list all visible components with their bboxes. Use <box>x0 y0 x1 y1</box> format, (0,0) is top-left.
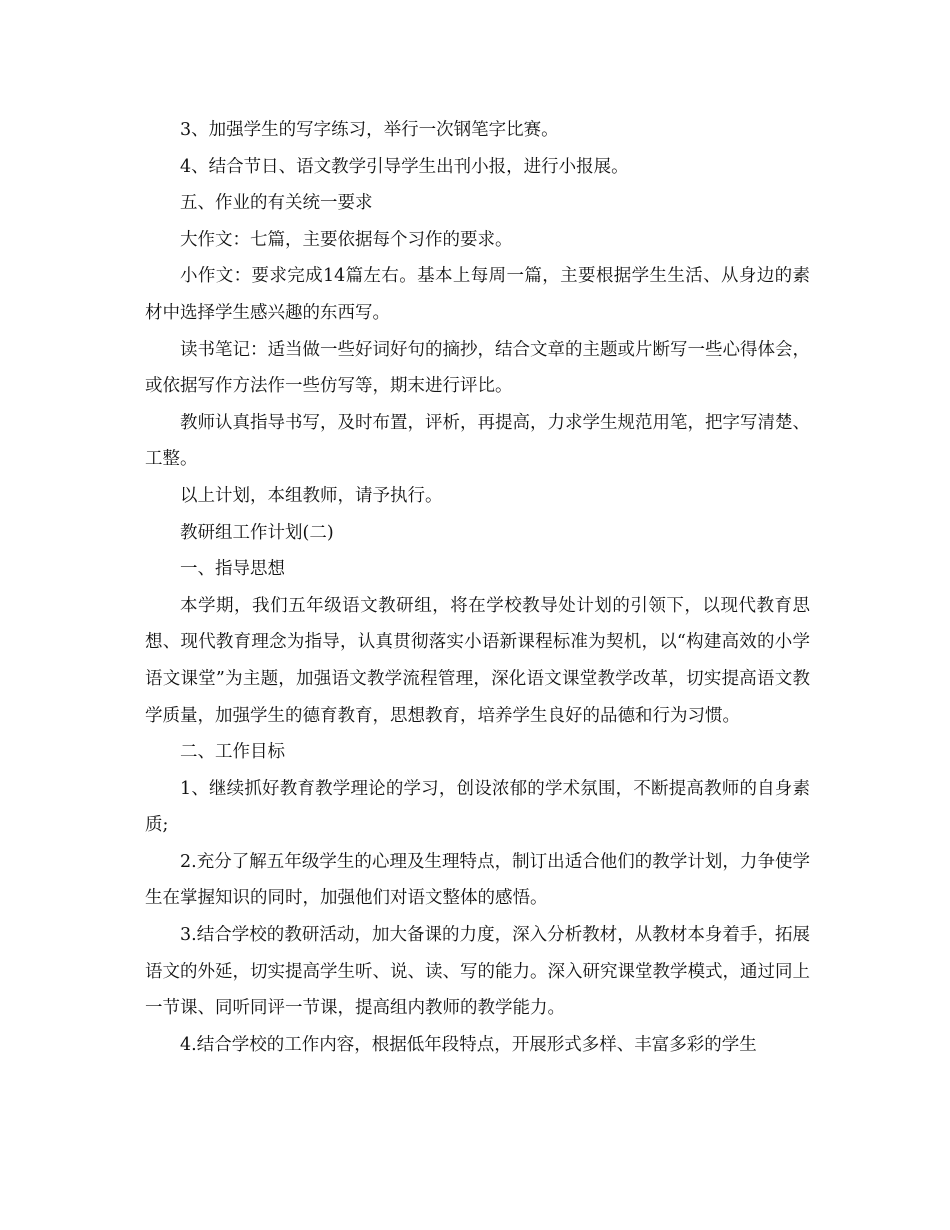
paragraph-semester-intro: 本学期，我们五年级语文教研组，将在学校教导处计划的引领下，以现代教育思想、现代教育理念为指导，认真贯彻落实小语新课程标准为契机，以“构建高效的小学语文课堂”为主题，加强语文教学流程管理，深化语文课堂教学改革，切实提高语文教学质量，加强学生的德育教育，思想教育，培养学生良好的品德和行为习惯。 <box>145 595 810 726</box>
heading-guiding-ideology: 一、指导思想 <box>180 559 285 580</box>
paragraph-goal-2: 2.充分了解五年级学生的心理及生理特点，制订出适合他们的教学计划，力争使学生在掌握知识的同时，加强他们对语文整体的感悟。 <box>145 851 810 909</box>
heading-homework-requirements: 五、作业的有关统一要求 <box>180 193 373 214</box>
paragraph-goal-4: 4.结合学校的工作内容，根据低年段特点，开展形式多样、丰富多彩的学生 <box>180 1034 757 1055</box>
paragraph-reading-notes: 读书笔记：适当做一些好词好句的摘抄，结合文章的主题或片断写一些心得体会，或依据写作方法作一些仿写等，期末进行评比。 <box>145 339 810 397</box>
document-body <box>145 112 810 1063</box>
heading-plan-two: 教研组工作计划(二) <box>180 522 334 543</box>
paragraph-writing-practice: 3、加强学生的写字练习，举行一次钢笔字比赛。 <box>180 120 559 140</box>
paragraph-newspaper: 4、结合节日、语文教学引导学生出刊小报，进行小报展。 <box>180 156 629 177</box>
paragraph-goal-3: 3.结合学校的教研活动，加大备课的力度，深入分析教材，从教材本身着手，拓展语文的外延，切实提高学生听、说、读、写的能力。深入研究课堂教学模式，通过同上一节课、同听同评一节课，提高组内教师的教学能力。 <box>145 925 810 1019</box>
paragraph-goal-1: 1、继续抓好教育教学理论的学习，创设浓郁的学术氛围，不断提高教师的自身素质; <box>145 778 810 836</box>
paragraph-small-composition: 小作文：要求完成14篇左右。基本上每周一篇，主要根据学生生活、从身边的素材中选择学生感兴趣的东西写。 <box>145 266 810 323</box>
paragraph-plan-closing: 以上计划，本组教师，请予执行。 <box>180 485 443 506</box>
heading-work-goals: 二、工作目标 <box>180 742 285 763</box>
paragraph-big-composition: 大作文：七篇，主要依据每个习作的要求。 <box>180 229 513 250</box>
paragraph-teacher-guidance: 教师认真指导书写，及时布置，评析，再提高，力求学生规范用笔，把字写清楚、工整。 <box>145 412 810 470</box>
